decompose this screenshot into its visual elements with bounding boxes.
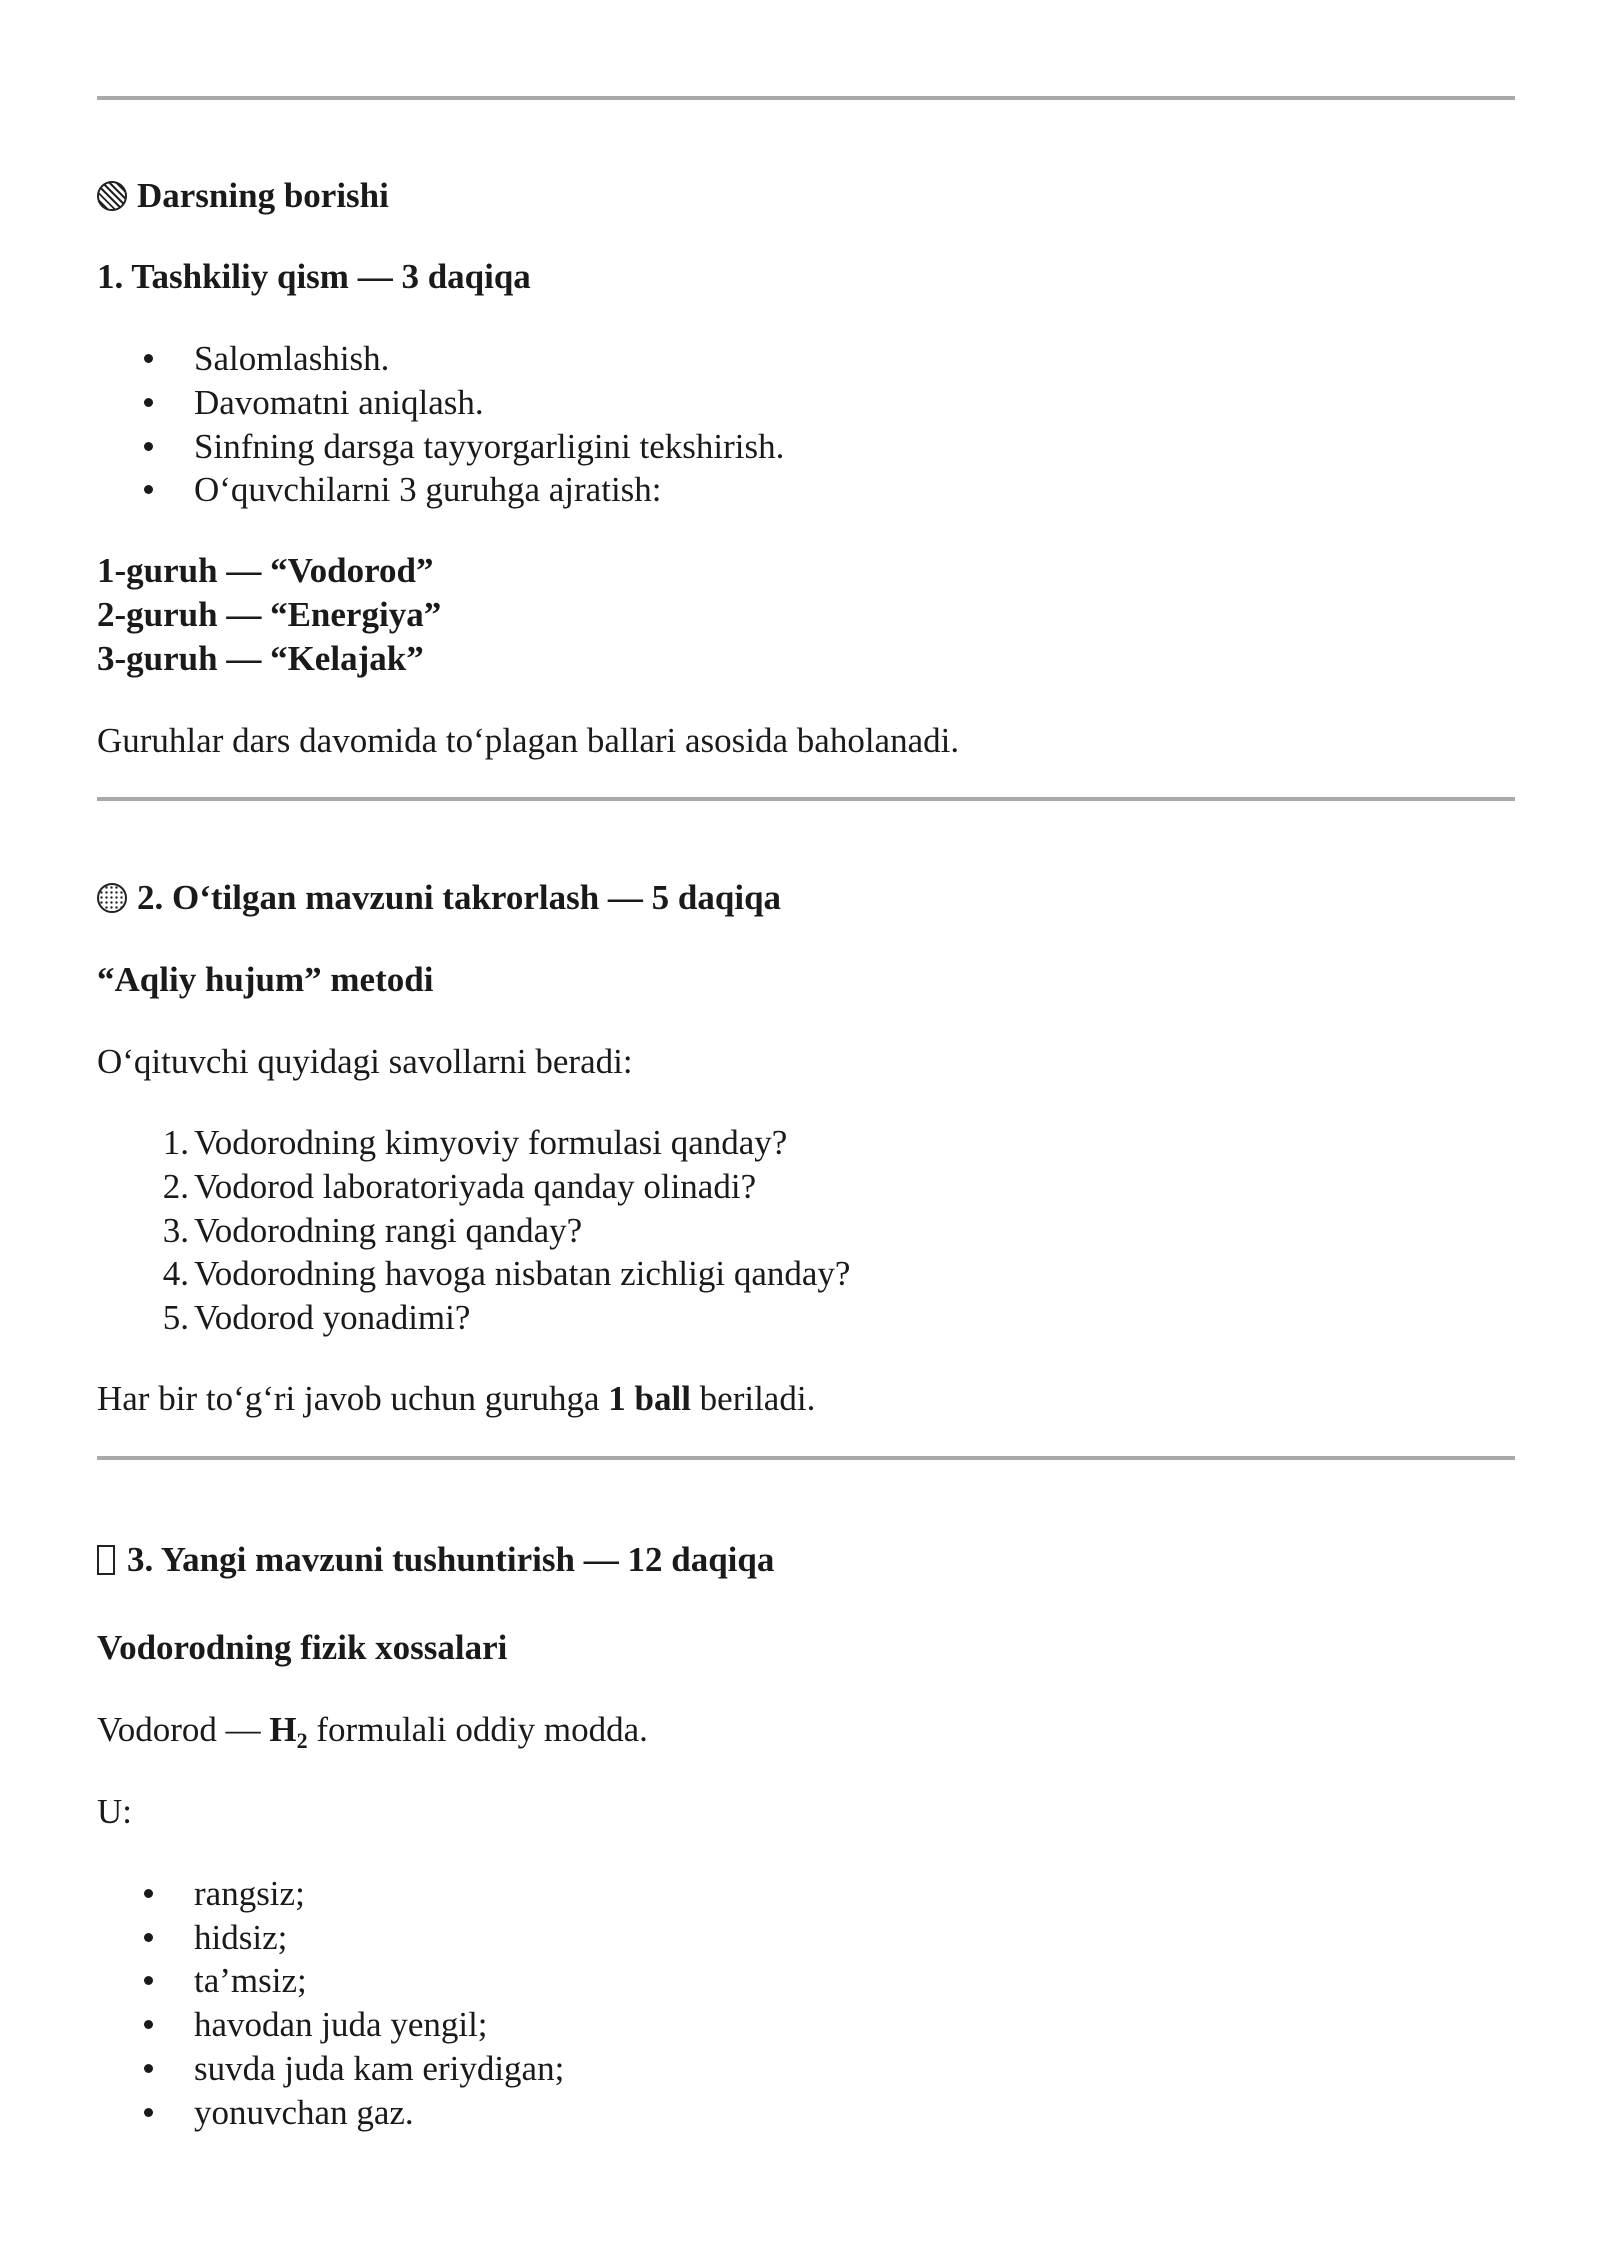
u-label: U: [97, 1792, 132, 1831]
bullet-icon [144, 1933, 153, 1942]
list-number: 3. [162, 1211, 189, 1250]
list-number: 4. [162, 1254, 189, 1293]
group-name-3: 3-guruh — “Kelajak” [97, 639, 424, 678]
questions-intro: O‘qituvchi quyidagi savollarni beradi: [97, 1042, 633, 1081]
bullet-icon [144, 2064, 153, 2073]
method-title: “Aqliy hujum” metodi [97, 960, 434, 999]
bullet-icon [144, 354, 153, 363]
subheading-fizik-xossalari: Vodorodning fizik xossalari [97, 1628, 508, 1667]
heading-text: 3. Yangi mavzuni tushuntirish — 12 daqiqa [127, 1540, 775, 1579]
section-heading-darsning-borishi [97, 174, 389, 218]
divider-top [97, 96, 1515, 100]
divider-1 [97, 797, 1515, 801]
circle-dotted-icon [97, 883, 127, 913]
score-value: 1 ball [608, 1379, 691, 1418]
list-number: 1. [162, 1123, 189, 1162]
bullet-icon [144, 2108, 153, 2117]
heading-text: Darsning borishi [137, 176, 389, 215]
bullet-icon [144, 485, 153, 494]
section-heading-takrorlash [97, 876, 781, 920]
bullet-icon [144, 2020, 153, 2029]
section-heading-yangi-mavzu [97, 1538, 774, 1582]
scoring-note: Har bir to‘g‘ri javob uchun guruhga 1 ball beriladi. [97, 1379, 816, 1418]
formula-h2: $H_2$ [269, 1710, 308, 1753]
heading-text: 2. O‘tilgan mavzuni takrorlash — 5 daqiqa [137, 878, 782, 917]
list-number: 5. [162, 1298, 189, 1337]
group-name-1: 1-guruh — “Vodorod” [97, 551, 434, 590]
circle-hatched-icon [97, 181, 127, 211]
divider-2 [97, 1456, 1515, 1460]
grading-note: Guruhlar dars davomida to‘plagan ballari asosida baholanadi. [97, 721, 960, 760]
subheading-tashkiliy-qism: 1. Tashkiliy qism — 3 daqiqa [97, 257, 531, 296]
bullet-icon [144, 398, 153, 407]
group-name-2: 2-guruh — “Energiya” [97, 595, 442, 634]
list-number: 2. [162, 1167, 189, 1206]
bullet-icon [144, 442, 153, 451]
bullet-icon [144, 1889, 153, 1898]
missing-glyph-icon [97, 1545, 115, 1575]
formula-sentence: Vodorod — $H_2$ formulali oddiy modda. [97, 1710, 648, 1753]
bullet-icon [144, 1976, 153, 1985]
